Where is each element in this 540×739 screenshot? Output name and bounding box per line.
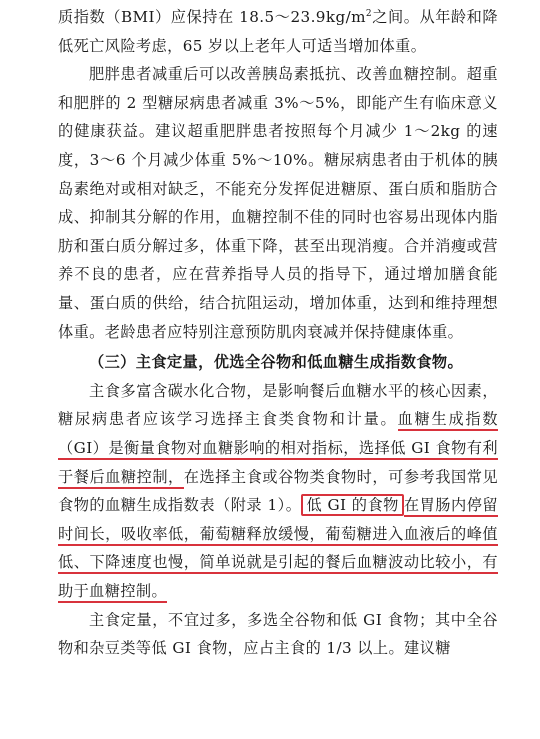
section-heading: （三）主食定量，优选全谷物和低血糖生成指数食物。 — [89, 353, 464, 372]
bmi-text-cont: 之间。从年龄和降低死亡风险考虑，65 岁以上老年人可适当增加体重。 — [58, 8, 499, 55]
highlight-low-gi-label: 低 GI 的食物 — [301, 494, 403, 516]
gi-intro: 主食多富含碳水化合物，是影响餐后血糖水平的核心因素，糖尿病患者应该学习选择主食类食物和计量。 — [58, 381, 498, 429]
paragraph-staple-food: 主食定量，不宜过多，多选全谷物和低 GI 食物；其中全谷物和杂豆类等低 GI 食物，应占主食的 1/3 以上。建议糖 — [58, 610, 498, 658]
paragraph-weight-loss: 肥胖患者减重后可以改善胰岛素抵抗、改善血糖控制。超重和肥胖的 2 型糖尿病患者减重 3%～5%，即能产生有临床意义的健康获益。建议超重肥胖患者按照每个月减少 1～2kg 的速度，3～6 个月减少体重 5%～10%。糖尿病患者由于机体的胰岛素绝对或相对缺乏，不能充分发挥促进糖原、蛋白质和脂肪合成、抑制其分解的作用，血糖控制不佳的同时也容易出现体内脂肪和蛋白质分解过多，体重下降，甚至出现消瘦。合并消瘦或营养不良的患者，应在营养指导人员的指导下，通过增加膳食能量、蛋白质的供给，结合抗阻运动，增加体重，达到和维持理想体重。老龄患者应特别注意预防肌肉衰减并保持健康体重。 — [58, 65, 498, 341]
highlight-low-gi-effect: 在胃肠内停留时间长，吸收率低，葡萄糖释放缓慢，葡萄糖进入血液后的峰值低、下降速度也慢，简单说就是引起的餐后血糖波动比较小，有助于血糖控制。 — [58, 496, 498, 603]
highlight-gi-definition: 血糖生成指数（GI）是衡量食物对血糖影响的相对指标， — [58, 410, 498, 460]
paragraph-bmi — [58, 0, 498, 60]
bmi-text: 质指数（BMI）应保持在 18.5～23.9kg/m — [58, 8, 366, 27]
paragraph-gi — [58, 377, 498, 606]
superscript-2: 2 — [365, 9, 373, 19]
gi-reference: 在选择主食或谷物类食物时，可参考我国常见食物的血糖生成指数表（附录 1）。 — [58, 467, 499, 515]
highlight-low-gi-benefit: 选择低 GI 食物有利于餐后血糖控制， — [58, 439, 498, 489]
